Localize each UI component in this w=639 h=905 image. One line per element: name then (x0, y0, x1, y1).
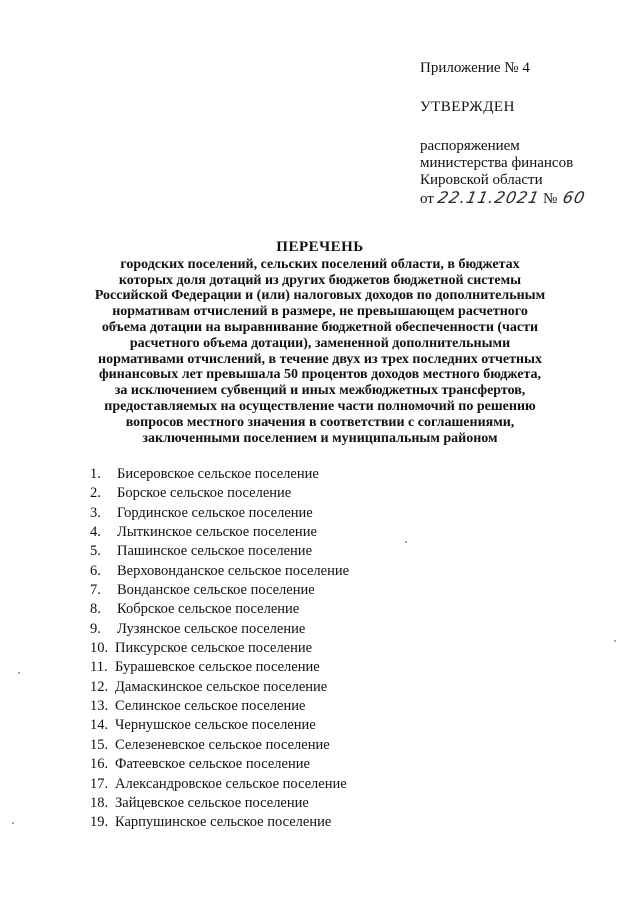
list-item-name: Дамаскинское сельское поселение (115, 678, 328, 695)
scan-speck (12, 822, 14, 824)
heading-line: нормативами отчислений, в течение двух из трех последних отчетных (98, 351, 542, 367)
heading-line: заключенными поселением и муниципальным районом (142, 430, 498, 446)
heading-line: Российской Федерации и (или) налоговых доходов по дополнительным (94, 288, 546, 304)
list-item (90, 542, 510, 561)
list-item (90, 620, 510, 639)
heading-line: финансовых лет превышала 50 процентов доходов местного бюджета, (98, 367, 542, 383)
list-item-number: 3. (90, 504, 101, 521)
settlement-list (90, 465, 510, 833)
list-item-name: Бисеровское сельское поселение (117, 466, 319, 482)
heading-line: вопросов местного значения в соответствии с соглашениями, (125, 414, 515, 430)
list-item (90, 562, 510, 581)
heading-line: за исключением субвенций и иных межбюджетных трансфертов, (114, 383, 526, 399)
list-item-name: Кобрское сельское поселение (117, 601, 300, 618)
approval-block (420, 60, 620, 208)
list-item-name: Фатеевское сельское поселение (115, 756, 310, 773)
list-item-number: 5. (90, 543, 101, 560)
list-item-name: Зайцевское сельское поселение (115, 794, 309, 811)
list-item-name: Бурашевское сельское поселение (115, 659, 320, 676)
list-item-name: Александровское сельское поселение (115, 775, 347, 792)
list-item-name: Карпушинское сельское поселение (115, 814, 332, 831)
list-item (90, 678, 510, 697)
list-item (90, 639, 510, 658)
list-item-number: 6. (90, 562, 101, 579)
list-item-number: 15. (90, 736, 109, 753)
document-title: ПЕРЕЧЕНЬ (276, 239, 364, 255)
list-item (90, 697, 510, 716)
list-item (90, 658, 510, 677)
heading-line: объема дотации на выравнивание бюджетной обеспеченности (части (101, 319, 539, 335)
list-item (90, 813, 510, 832)
list-item-number: 10. (90, 640, 109, 657)
number-prefix: № (542, 191, 558, 207)
list-item-number: 2. (90, 485, 101, 502)
list-item-name: Лузянское сельское поселение (117, 620, 306, 637)
list-item-number: 12. (90, 678, 109, 695)
list-item-number: 1. (90, 466, 101, 482)
approval-basis-line: распоряжением (420, 138, 520, 154)
list-item (90, 504, 510, 523)
heading-line: предоставляемых на осуществление части полномочий по решению (104, 398, 536, 414)
approval-basis-line: министерства финансов (420, 155, 574, 171)
list-item (90, 794, 510, 813)
list-item-name: Пашинское сельское поселение (117, 543, 312, 560)
scan-speck (405, 541, 407, 543)
document-heading (60, 240, 580, 446)
heading-line: которых доля дотаций из других бюджетов бюджетной системы (118, 272, 522, 288)
date-prefix: от (420, 191, 434, 207)
list-item-name: Борское сельское поселение (117, 485, 292, 502)
handwritten-number: 60 (561, 188, 588, 207)
list-item-name: Чернушское сельское поселение (115, 717, 316, 734)
list-item-name: Гординское сельское поселение (117, 504, 313, 521)
approval-basis-line: Кировской области (420, 172, 543, 188)
list-item-name: Лыткинское сельское поселение (117, 524, 317, 541)
list-item-name: Вонданское сельское поселение (117, 582, 315, 599)
approved-stamp-text: УТВЕРЖДЕН (420, 99, 515, 115)
appendix-label: Приложение № 4 (420, 60, 530, 76)
list-item-name: Селинское сельское поселение (115, 698, 306, 715)
list-item (90, 484, 510, 503)
list-item-number: 4. (90, 524, 101, 541)
list-item (90, 600, 510, 619)
heading-line: городских поселений, сельских поселений области, в бюджетах (120, 256, 520, 272)
list-item-number: 17. (90, 775, 109, 792)
list-item-number: 14. (90, 717, 109, 734)
list-item (90, 736, 510, 755)
list-item-name: Верховонданское сельское поселение (117, 562, 350, 579)
list-item (90, 716, 510, 735)
list-item-number: 11. (90, 659, 108, 676)
heading-line: расчетного объема дотации), замененной дополнительными (129, 335, 511, 351)
list-item-number: 18. (90, 794, 109, 811)
list-item (90, 775, 510, 794)
list-item (90, 523, 510, 542)
list-item-number: 9. (90, 620, 101, 637)
scan-speck (18, 672, 20, 674)
approval-date-number-line (420, 189, 620, 208)
list-item (90, 465, 510, 484)
list-item (90, 755, 510, 774)
list-item-name: Селезеневское сельское поселение (115, 736, 330, 753)
heading-line: нормативам отчислений в размере, не превышающем расчетного (112, 304, 528, 320)
scan-speck (614, 640, 616, 642)
list-item-number: 13. (90, 698, 109, 715)
list-item-name: Пиксурское сельское поселение (115, 640, 313, 657)
handwritten-date: 22.11.2021 (435, 188, 542, 207)
list-item-number: 8. (90, 601, 101, 618)
list-item-number: 19. (90, 814, 109, 831)
list-item-number: 7. (90, 582, 101, 599)
list-item (90, 581, 510, 600)
list-item-number: 16. (90, 756, 109, 773)
